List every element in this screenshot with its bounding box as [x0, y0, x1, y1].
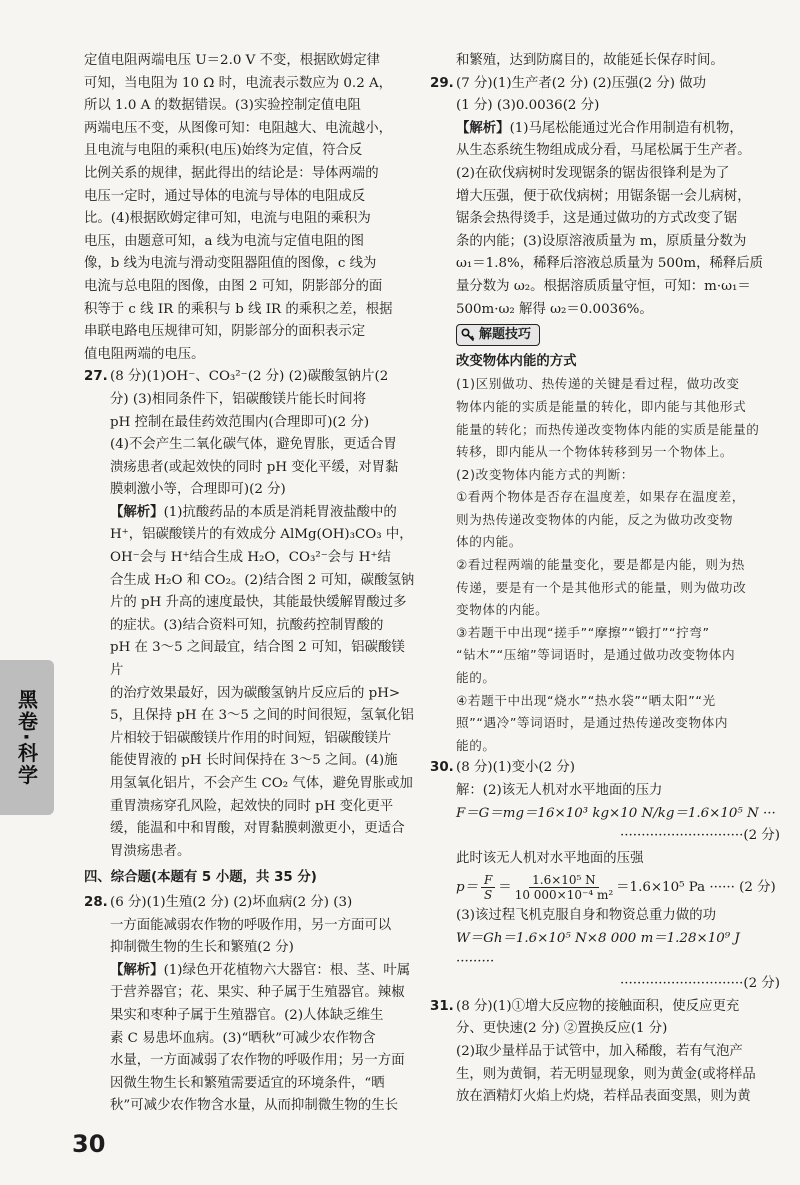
text-line: 电压一定时，通过导体的电流与导体的电阻成反: [84, 188, 366, 204]
text-line: [430, 73, 780, 96]
tip-line: 转移，即内能从一个物体转移到另一个物体上。: [456, 444, 734, 460]
analysis-line: 片相较于铝碳酸镁片作用的时间短，铝碳酸镁片: [110, 730, 392, 746]
side-tab: [0, 660, 54, 815]
tip-line: 照”“遇冷”等词语时，是通过热传递改变物体内: [456, 715, 729, 731]
text-line: 值电阻两端的电压。: [84, 346, 205, 362]
question-29: [430, 73, 780, 322]
answer-line: 分、更快速(2 分) ②置换反应(1 分): [456, 1021, 668, 1037]
tip-line: ③若题干中出现“搓手”“摩擦”“锻打”“拧弯”: [456, 624, 710, 640]
analysis-line: ω₁＝1.8%，稀释后溶液总质量为 500m，稀释后质: [456, 256, 764, 272]
analysis-line: H⁺，铝碳酸镁片的有效成分 AlMg(OH)₃CO₃ 中，: [110, 527, 413, 543]
question-number: 31.: [430, 998, 454, 1014]
analysis-label: 【解析】: [456, 120, 510, 136]
analysis-label: 【解析】: [110, 962, 164, 978]
tip-line: 能的。: [456, 737, 496, 753]
answer-line: 一方面能减弱农作物的呼吸作用，另一方面可以: [110, 917, 392, 933]
analysis-line: 片的 pH 升高的速度最快，其能最快缓解胃酸过多: [110, 595, 407, 611]
question-number: 28.: [84, 894, 108, 910]
analysis-line: (1)抗酸药品的本质是消耗胃液盐酸中的: [163, 504, 397, 520]
key-icon: [461, 328, 475, 342]
analysis-line: (1)马尾松能通过光合作用制造有机物，: [509, 120, 743, 136]
tip-line: (2)改变物体内能方式的判断：: [456, 466, 634, 482]
tip-body: [456, 373, 780, 757]
side-tab-label: 黑卷·科学: [14, 688, 39, 787]
answer-line: (3)该过程飞机克服自身和物资总重力做的功: [456, 908, 716, 924]
text-line: 比。(4)根据欧姆定律可知，电流与电阻的乘积为: [84, 211, 371, 227]
text-line: 电压，由题意可知，a 线为电流与定值电阻的图: [84, 233, 365, 249]
analysis-line: 用氢氧化铝片，不会产生 CO₂ 气体，避免胃胀或加: [110, 776, 413, 791]
formula-part: ＝: [498, 880, 512, 896]
answer-line: (8 分)(1)①增大反应物的接触面积，使反应更充: [456, 998, 740, 1014]
answer-line: 此时该无人机对水平地面的压强: [456, 850, 644, 866]
text-line: 电流与总电阻的图像，由图 2 可知，阴影部分的面: [84, 278, 383, 294]
formula-part: ＝1.6×10⁵ Pa ······ (2 分): [616, 880, 776, 896]
tip-line: “钻木”“压缩”等词语时，是通过做功改变物体内: [456, 647, 736, 663]
answer-line: 溃疡患者(或起效快的同时 pH 变化平缓，对胃黏: [110, 459, 399, 475]
analysis-line: 锯条会热得烫手，这是通过做功的方式改变了锯: [456, 211, 738, 227]
question-31: [430, 996, 780, 1109]
analysis-line: 合生成 H₂O 和 CO₂。(2)结合图 2 可知，碳酸氢钠: [110, 572, 415, 588]
text-line: [430, 996, 780, 1019]
text-line: [456, 118, 780, 141]
analysis-line: 500m·ω₂ 解得 ω₂＝0.0036%。: [456, 301, 653, 317]
answer-line: 解：(2)该无人机对水平地面的压力: [456, 783, 663, 798]
answer-line: 放在酒精灯火焰上灼烧，若样品表面变黑，则为黄: [456, 1089, 751, 1105]
fraction: [515, 873, 613, 902]
text-line: 积等于 c 线 IR 的乘积与 b 线 IR 的乘积之差，根据: [84, 301, 393, 317]
formula-line: F＝G＝mg＝16×10³ kg×10 N/kg＝1.6×10⁵ N ···: [456, 805, 776, 821]
text-line: 所以 1.0 A 的数据错误。(3)实验控制定值电阻: [84, 98, 361, 114]
tip-line: 则为热传递改变物体的内能，反之为做功改变物: [456, 511, 734, 527]
answer-line: (6 分)(1)生殖(2 分) (2)坏血病(2 分) (3): [110, 894, 353, 910]
tip-line: (1)区别做功、热传递的关键是看过程，做功改变: [456, 376, 740, 392]
analysis-line: 果实和枣种子属于生殖器官。(2)人体缺乏维生: [110, 1007, 384, 1023]
analysis-line: 从生态系统生物组成成分看，马尾松属于生产者。: [456, 143, 751, 159]
score-line: ·····························(2 分): [619, 976, 780, 992]
answer-line: (2)取少量样品于试管中，加入稀酸，若有气泡产: [456, 1043, 743, 1059]
text-line: [430, 757, 780, 780]
score-line: ·····························(2 分): [619, 828, 780, 844]
analysis-line: 素 C 易患坏血病。(3)“晒秋”可减少农作物含: [110, 1030, 376, 1046]
question-27: [84, 366, 416, 863]
answer-line: 抑制微生物的生长和繁殖(2 分): [110, 940, 294, 956]
answer-line: (7 分)(1)生产者(2 分) (2)压强(2 分) 做功: [456, 75, 707, 91]
question-30: [430, 757, 780, 995]
answer-line: 分) (3)相同条件下，铝碳酸镁片能长时间将: [110, 391, 367, 407]
fraction-denominator: S: [484, 888, 493, 903]
text-line: [84, 892, 416, 915]
tip-badge-label: 解题技巧: [479, 326, 532, 342]
tip-line: 能的。: [456, 670, 496, 686]
tip-line: 变物体的内能。: [456, 602, 549, 618]
tip-line: 传递，要是有一个是其他形式的能量，则为做功改: [456, 579, 747, 595]
question-number: 27.: [84, 369, 108, 385]
answer-line: pH 控制在最佳药效范围内(合理即可)(2 分): [110, 414, 370, 430]
left-column: [84, 50, 416, 1118]
page-number: 30: [72, 1130, 106, 1158]
answer-line: 生，则为黄铜，若无明显现象，则为黄金(或将样品: [456, 1066, 756, 1082]
analysis-line: 胃溃疡患者。: [110, 843, 191, 859]
question-number: 29.: [430, 75, 454, 91]
text-line: 像，b 线为电流与滑动变阻器阻值的图像，c 线为: [84, 256, 377, 272]
pressure-formula: [456, 873, 780, 902]
q28-continued: 和繁殖，达到防腐目的，故能延长保存时间。: [456, 53, 724, 68]
section-title: 四、综合题(本题有 5 小题，共 35 分): [84, 870, 317, 886]
tip-line: 能量的转化；而热传递改变物体内能的实质是能量的: [456, 421, 760, 437]
formula-line: W＝Gh＝1.6×10⁵ N×8 000 m＝1.28×10⁹ J ·········: [456, 930, 740, 969]
text-line: [110, 960, 416, 983]
text-line: 两端电压不变，从图像可知：电阻越大、电流越小，: [84, 120, 392, 136]
analysis-line: (2)在砍伐病树时发现锯条的锯齿很锋利是为了: [456, 165, 730, 181]
analysis-line: 量分数为 ω₂。根据溶质质量守恒，可知：m·ω₁＝: [456, 278, 751, 294]
tip-badge: [456, 324, 540, 346]
formula-part: p＝: [456, 880, 478, 896]
tip-line: ④若题干中出现“烧水”“热水袋”“晒太阳”“光: [456, 692, 716, 708]
tip-line: 物体内能的实质是能量的转化，即内能与其他形式: [456, 398, 747, 414]
tips-box: [430, 321, 780, 757]
answer-line: (8 分)(1)变小(2 分): [456, 760, 575, 776]
text-line: 串联电路电压规律可知，阴影部分的面积表示定: [84, 324, 366, 340]
analysis-line: 的治疗效果最好，因为碳酸氢钠片反应后的 pH>: [110, 685, 401, 701]
question-28: [84, 892, 416, 1118]
right-column: [430, 50, 780, 1109]
analysis-line: 能使胃液的 pH 长时间保持在 3～5 之间。(4)施: [110, 753, 398, 769]
analysis-line: 水量，一方面减弱了农作物的呼吸作用；另一方面: [110, 1053, 405, 1069]
analysis-line: 重胃溃疡穿孔风险，起效快的同时 pH 变化更平: [110, 798, 394, 814]
tip-line: ②看过程两端的能量变化，要是都是内能，则为热: [456, 557, 745, 573]
fraction-numerator: F: [481, 873, 495, 888]
tip-line: ①看两个物体是否存在温度差，如果存在温度差，: [456, 489, 745, 505]
text-line: [84, 366, 416, 389]
text-line: 且电流与电阻的乘积(电压)始终为定值，符合反: [84, 143, 363, 159]
analysis-line: 因微生物生长和繁殖需要适宜的环境条件，“晒: [110, 1075, 385, 1091]
analysis-line: 秋”可减少农作物含水量，从而抑制微生物的生长: [110, 1098, 399, 1114]
fraction-numerator: 1.6×10⁵ N: [529, 873, 599, 888]
analysis-line: (1)绿色开花植物六大器官：根、茎、叶属: [163, 962, 411, 978]
answer-line: (8 分)(1)OH⁻、CO₃²⁻(2 分) (2)碳酸氢钠片(2: [110, 369, 389, 385]
tip-title: 改变物体内能的方式: [456, 353, 577, 369]
analysis-line: 条的内能；(3)设原溶液质量为 m，原质量分数为: [456, 233, 747, 249]
answer-line: 膜刺激小等，合理即可)(2 分): [110, 482, 286, 498]
analysis-line: 5，且保持 pH 在 3～5 之间的时间很短，氢氧化铝: [110, 708, 414, 724]
text-line: 比例关系的规律，据此得出的结论是：导体两端的: [84, 165, 379, 181]
analysis-line: OH⁻会与 H⁺结合生成 H₂O，CO₃²⁻会与 H⁺结: [110, 550, 391, 566]
answer-line: (4)不会产生二氧化碳气体，避免胃胀，更适合胃: [110, 437, 397, 453]
tip-line: 体的内能。: [456, 534, 522, 550]
analysis-line: 增大压强，便于砍伐病树；用锯条锯一会儿病树，: [456, 188, 751, 204]
analysis-line: 的症状。(3)结合资料可知，抗酸药控制胃酸的: [110, 617, 384, 633]
fraction: [481, 873, 495, 902]
analysis-line: pH 在 3～5 之间最宜，结合图 2 可知，铝碳酸镁片: [110, 640, 405, 679]
question-number: 30.: [430, 760, 454, 776]
text-line: [110, 502, 416, 525]
analysis-line: 于营养器官；花、果实、种子属于生殖器官。辣椒: [110, 985, 405, 1001]
answer-line: (1 分) (3)0.0036(2 分): [456, 98, 600, 114]
analysis-label: 【解析】: [110, 504, 164, 520]
fraction-denominator: 10 000×10⁻⁴ m²: [514, 888, 614, 903]
analysis-line: 缓，能温和中和胃酸，对胃黏膜刺激更小，更适合: [110, 821, 405, 837]
text-line: 定值电阻两端电压 U＝2.0 V 不变，根据欧姆定律: [84, 53, 381, 68]
text-line: 可知，当电阻为 10 Ω 时，电流表示数应为 0.2 A，: [84, 75, 393, 91]
q26-continued: [84, 50, 416, 366]
